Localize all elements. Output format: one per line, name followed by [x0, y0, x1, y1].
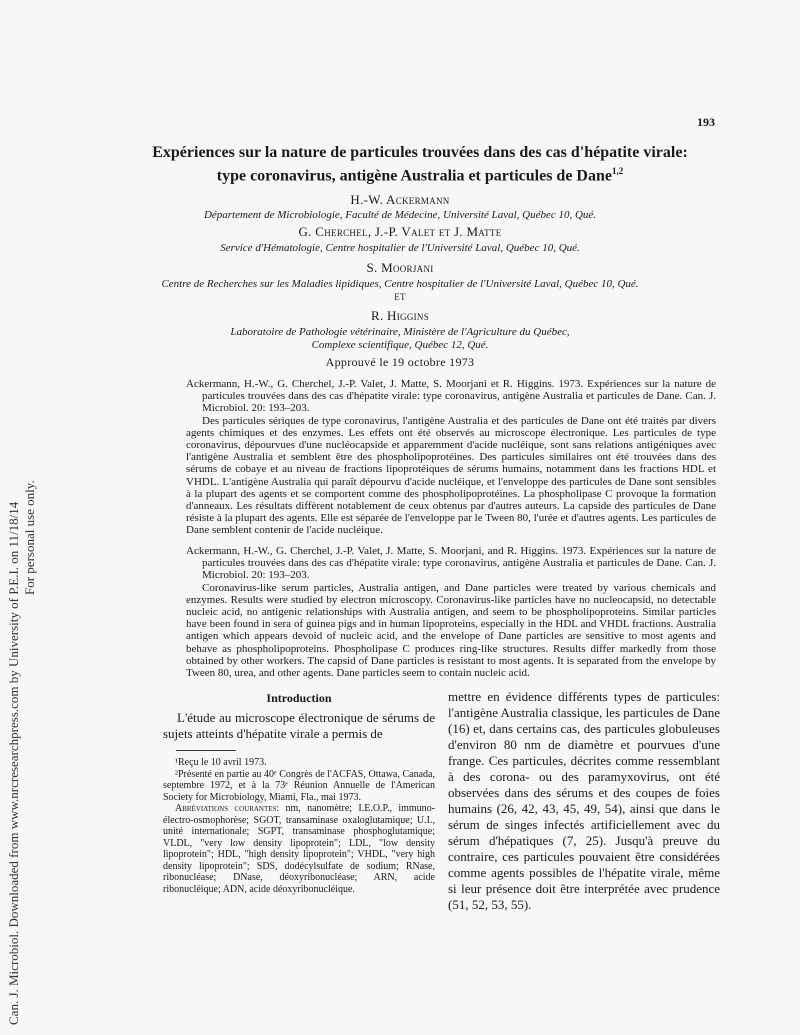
author-4: R. Higgins: [370, 308, 430, 323]
footnotes: [163, 757, 435, 895]
author-3: S. Moorjani: [366, 260, 434, 275]
approval-date: Approuvé le 19 octobre 1973: [325, 355, 475, 369]
footnote-rule: [176, 750, 236, 751]
page-number: 193: [697, 115, 715, 129]
abbrev-label: Abréviations courantes:: [175, 803, 280, 814]
et-separator: ET: [394, 292, 406, 302]
abstract-en-body: Coronavirus-like serum particles, Australia antigen, and Dane particles were treated by various chemicals and enzymes. Results were studied by electron microscopy. Coronavirus-like particles have no nucleocapsid, no detectable nucleic acid, no antigenic relationships with Australia antigen, and seem to be phospholipoproteins. Similar particles have been found in sera of guinea pigs and in human lipoproteins, especially in the HDL and VHDL fractions. Australia antigen which appears devoid of nucleic acid, and the envelope of Dane particles are sensitive to most agents and behave as phospholipoproteins. Phospholipase C produces ring-like structures. Results differ markedly from those obtained by other workers. The capsid of Dane particles is resistant to most agents. It is separated from the envelope by Tween 80, urea, and other agents. Dane particles seem to contain nucleic acid.: [186, 581, 716, 680]
side-download-notice: [6, 0, 36, 1035]
abstract-french: [186, 378, 716, 537]
introduction-right-column: mettre en évidence différents types de particules: l'antigène Australia classique, les particules de Dane (16) et, dans certains cas, des particules globuleuses d'environ 80 nm de diamètre et pourvues d'une frange. Ces particules, décrites comme ressemblant à des corona- ou des paramyxovirus, ont été observées dans des sérums et des coupes de foies humains (26, 42, 43, 45, 49, 54), ainsi que dans le sérum de singes infectés artificiellement avec du sérum d'hépatiques (7, 25). Jusqu'à preuve du contraire, ces particules pouvaient être considérées comme agents possibles de l'hépatite virale, même si leur présence doit être interprétée avec prudence (51, 52, 53, 55).: [448, 689, 720, 912]
abstract-english: [186, 545, 716, 679]
download-notice-line2: For personal use only.: [22, 480, 37, 595]
footnote-1: ¹Reçu le 10 avril 1973.: [175, 757, 267, 768]
download-notice-line1: Can. J. Microbiol. Downloaded from www.nrcresearchpress.com by University of P.E.I. on 11/18/14: [6, 501, 21, 1025]
title-line1: Expériences sur la nature de particules trouvées dans des cas d'hépatite virale:: [152, 144, 688, 161]
introduction-heading: Introduction: [266, 691, 332, 705]
affiliation-1: Département de Microbiologie, Faculté de Médecine, Université Laval, Québec 10, Qué.: [203, 209, 597, 221]
footnote-abbreviations: [163, 803, 435, 895]
affiliation-4b: Complexe scientifique, Québec 12, Qué.: [311, 339, 489, 351]
abbrev-text: nm, nanomètre; I.E.O.P., immuno-électro-osmophorèse; SGOT, transaminase oxaloglutamique; U.I., unité internationale; SGPT, transaminase phosphoglutamique; VLDL, "very low density lipoprotein"; LDL, "low density lipoprotein"; HDL, "high density lipoprotein"; VHDL, "very high density lipoprotein"; SDS, dodécylsulfate de sodium; RNase, ribonucléase; DNase, déoxyribonucléase; ARN, acide ribonucléique; ADN, acide déoxyribonucléique.: [163, 803, 435, 895]
affiliation-4a: Laboratoire de Pathologie vétérinaire, Ministère de l'Agriculture du Québec,: [230, 326, 570, 338]
abstract-fr-citation: Ackermann, H.-W., G. Cherchel, J.-P. Valet, J. Matte, S. Moorjani et R. Higgins. 1973. Expériences sur la nature de particules trouvées dans des cas d'hépatite virale: type coronavirus, antigène Australia et particules de Dane. Can. J. Microbiol. 20: 193–203.: [186, 378, 716, 415]
affiliation-2: Service d'Hématologie, Centre hospitalier de l'Université Laval, Québec 10, Qué.: [220, 242, 580, 254]
author-2: G. Cherchel, J.-P. Valet et J. Matte: [298, 224, 502, 239]
footnote-2: ²Présenté en partie au 40ᵉ Congrès de l'ACFAS, Ottawa, Canada, septembre 1972, et à la 73ᵉ Réunion Annuelle de l'American Society for Microbiology, Miami, Fla., mai 1973.: [163, 768, 435, 803]
title-footnote-ref: 1,2: [611, 166, 624, 176]
title-line2: type coronavirus, antigène Australia et particules de Dane: [216, 167, 612, 185]
author-1: H.-W. Ackermann: [350, 192, 450, 207]
abstract-fr-body: Des particules sériques de type coronavirus, l'antigène Australia et des particules de Dane ont été traités par divers agents chimiques et des enzymes. Les effets ont été observés au microscope électronique. Les particules de type coronavirus, dépourvues d'une nucléocapside et apparemment d'acide nucléique, sont sans relations antigéniques avec l'antigène Australia et semblent être des phospholipoprotéines. Des particules similaires ont été trouvées dans des sérums de cobaye et au niveau de fractions lipoprotéiques de sérums humains, notamment dans les fractions HDL et VHDL. L'antigène Australia qui paraît dépourvu d'acide nucléique, et l'enveloppe des particules de Dane sont sensibles à la plupart des agents et se comportent comme des phospholipoprotéines. La phospholipase C provoque la formation d'anneaux. Les résultats diffèrent notablement de ceux obtenus par d'autres auteurs. La capside des particules de Dane résiste à la plupart des agents. Elle est séparée de l'enveloppe par le Tween 80, l'urée et d'autres agents. Les particules de Dane semblent contenir de l'acide nucléique.: [186, 414, 716, 537]
article-title: [120, 143, 720, 185]
introduction-left-column: L'étude au microscope électronique de sérums de sujets atteints d'hépatite virale a permis de: [163, 710, 435, 741]
abstract-en-citation: Ackermann, H.-W., G. Cherchel, J.-P. Valet, J. Matte, S. Moorjani, and R. Higgins. 1973. Expériences sur la nature de particules trouvées dans des cas d'hépatite virale: type coronavirus, antigène Australia et particules de Dane. Can. J. Microbiol. 20: 193–203.: [186, 545, 716, 582]
affiliation-3: Centre de Recherches sur les Maladies lipidiques, Centre hospitalier de l'Université Laval, Québec 10, Qué.: [161, 278, 639, 290]
